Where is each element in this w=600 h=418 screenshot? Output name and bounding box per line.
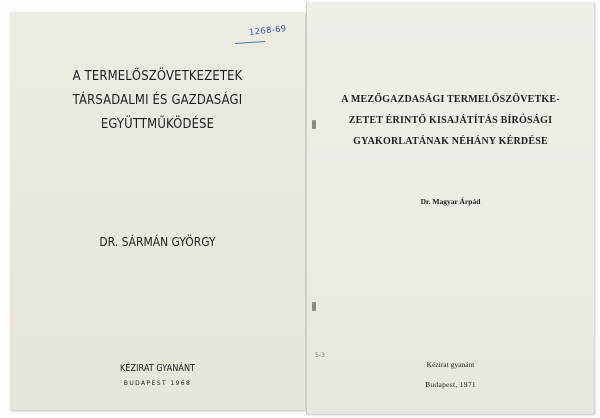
right-cover-manuscript-note: Kézirat gyanánt (426, 360, 475, 369)
right-title-line-2: ZETET ÉRINTŐ KISAJÁTÍTÁS BÍRÓSÁGI (348, 115, 553, 126)
left-title-line-3: EGYÜTTMŰKÖDÉSE (100, 116, 215, 132)
right-cover-title (307, 89, 594, 152)
handwritten-catalog-number: 1268-69 (248, 24, 288, 38)
right-title-line-1: A MEZŐGAZDASÁGI TERMELŐSZÖVETKE- (341, 94, 560, 105)
left-cover-place-year: BUDAPEST 1968 (123, 380, 192, 387)
left-title-line-1: A TERMELŐSZÖVETKEZETEK (72, 68, 243, 84)
staple-bottom (312, 302, 316, 311)
right-booklet-cover (306, 2, 594, 414)
left-cover-title (31, 64, 285, 136)
right-cover-place-year: Budapest, 1971 (425, 380, 476, 389)
handwritten-underline (235, 41, 265, 44)
right-title-line-3: GYAKORLATÁNAK NÉHÁNY KÉRDÉSE (353, 136, 548, 147)
left-cover-manuscript-note: KÉZIRAT GYANÁNT (119, 363, 196, 374)
corner-mark: 5-3 (315, 352, 325, 359)
left-title-line-2: TÁRSADALMI ÉS GAZDASÁGI (72, 92, 243, 108)
right-cover-author: Dr. Magyar Árpád (420, 197, 481, 206)
left-booklet-cover (10, 12, 305, 410)
left-cover-author: DR. SÁRMÁN GYÖRGY (99, 234, 216, 249)
